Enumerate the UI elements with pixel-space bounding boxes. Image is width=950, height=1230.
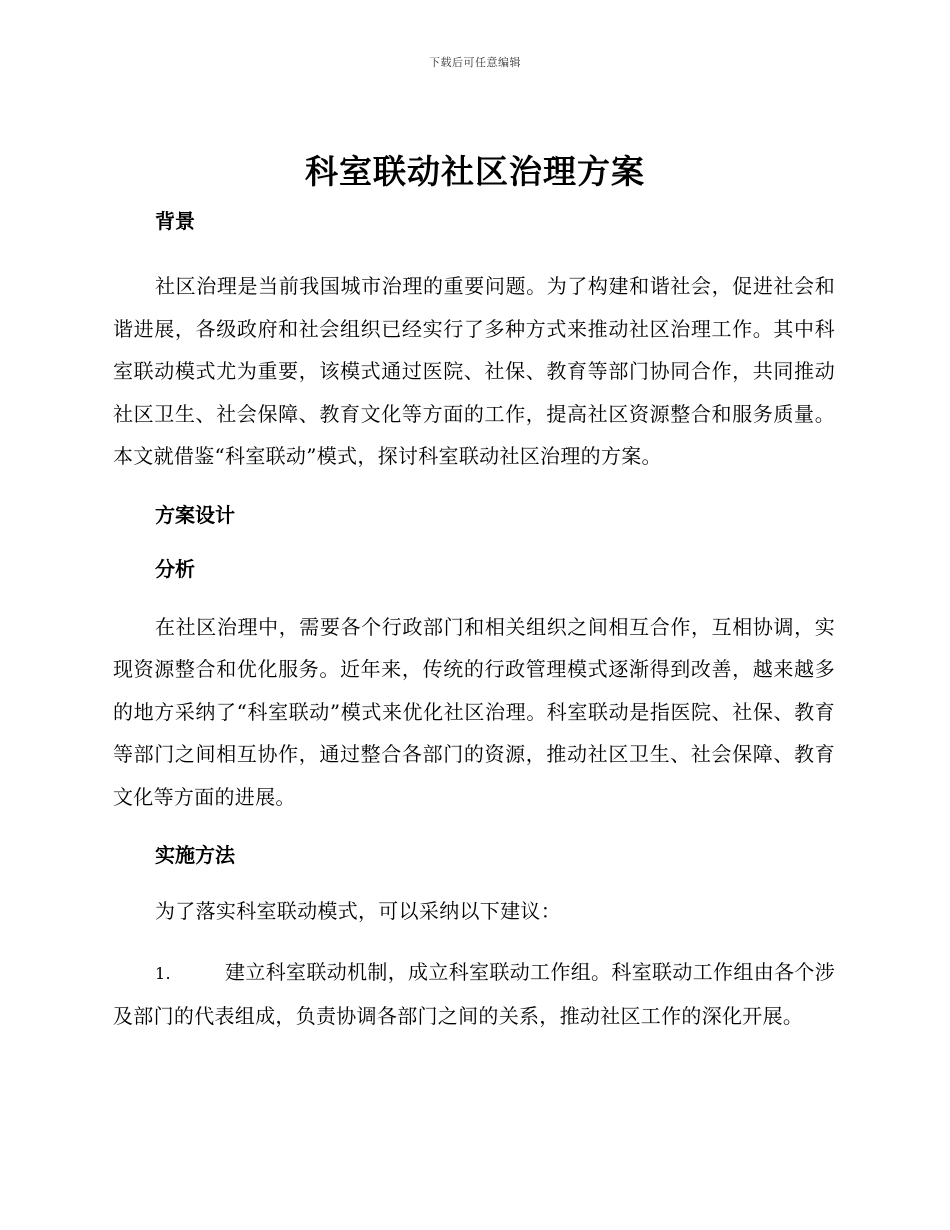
list-item bbox=[113, 951, 835, 1038]
heading-background: 背景 bbox=[155, 209, 195, 233]
list-item-number: 1. bbox=[155, 963, 171, 983]
paragraph-implementation-intro: 为了落实科室联动模式，可以采纳以下建议： bbox=[155, 899, 561, 923]
list-item-text: 建立科室联动机制，成立科室联动工作组。科室联动工作组由各个涉及部门的代表组成，负责协调各部门之间的关系，推动社区工作的深化开展。 bbox=[113, 959, 835, 1028]
heading-implementation: 实施方法 bbox=[155, 843, 235, 867]
header-note: 下载后可任意编辑 bbox=[429, 56, 521, 69]
document-title: 科室联动社区治理方案 bbox=[305, 152, 645, 191]
heading-analysis: 分析 bbox=[155, 556, 195, 581]
paragraph-background: 社区治理是当前我国城市治理的重要问题。为了构建和谐社会，促进社会和谐进展，各级政府和社会组织已经实行了多种方式来推动社区治理工作。其中科室联动模式尤为重要，该模式通过医院、社保、教育等部门协同合作，共同推动社区卫生、社会保障、教育文化等方面的工作，提高社区资源整合和服务质量。本文就借鉴“科室联动”模式，探讨科室联动社区治理的方案。 bbox=[113, 274, 835, 468]
document-body bbox=[113, 200, 835, 1038]
heading-design: 方案设计 bbox=[155, 502, 235, 527]
paragraph-analysis: 在社区治理中，需要各个行政部门和相关组织之间相互合作，互相协调，实现资源整合和优化服务。近年来，传统的行政管理模式逐渐得到改善，越来越多的地方采纳了“科室联动”模式来优化社区治理。科室联动是指医院、社保、教育等部门之间相互协作，通过整合各部门的资源，推动社区卫生、社会保障、教育文化等方面的进展。 bbox=[113, 614, 835, 809]
